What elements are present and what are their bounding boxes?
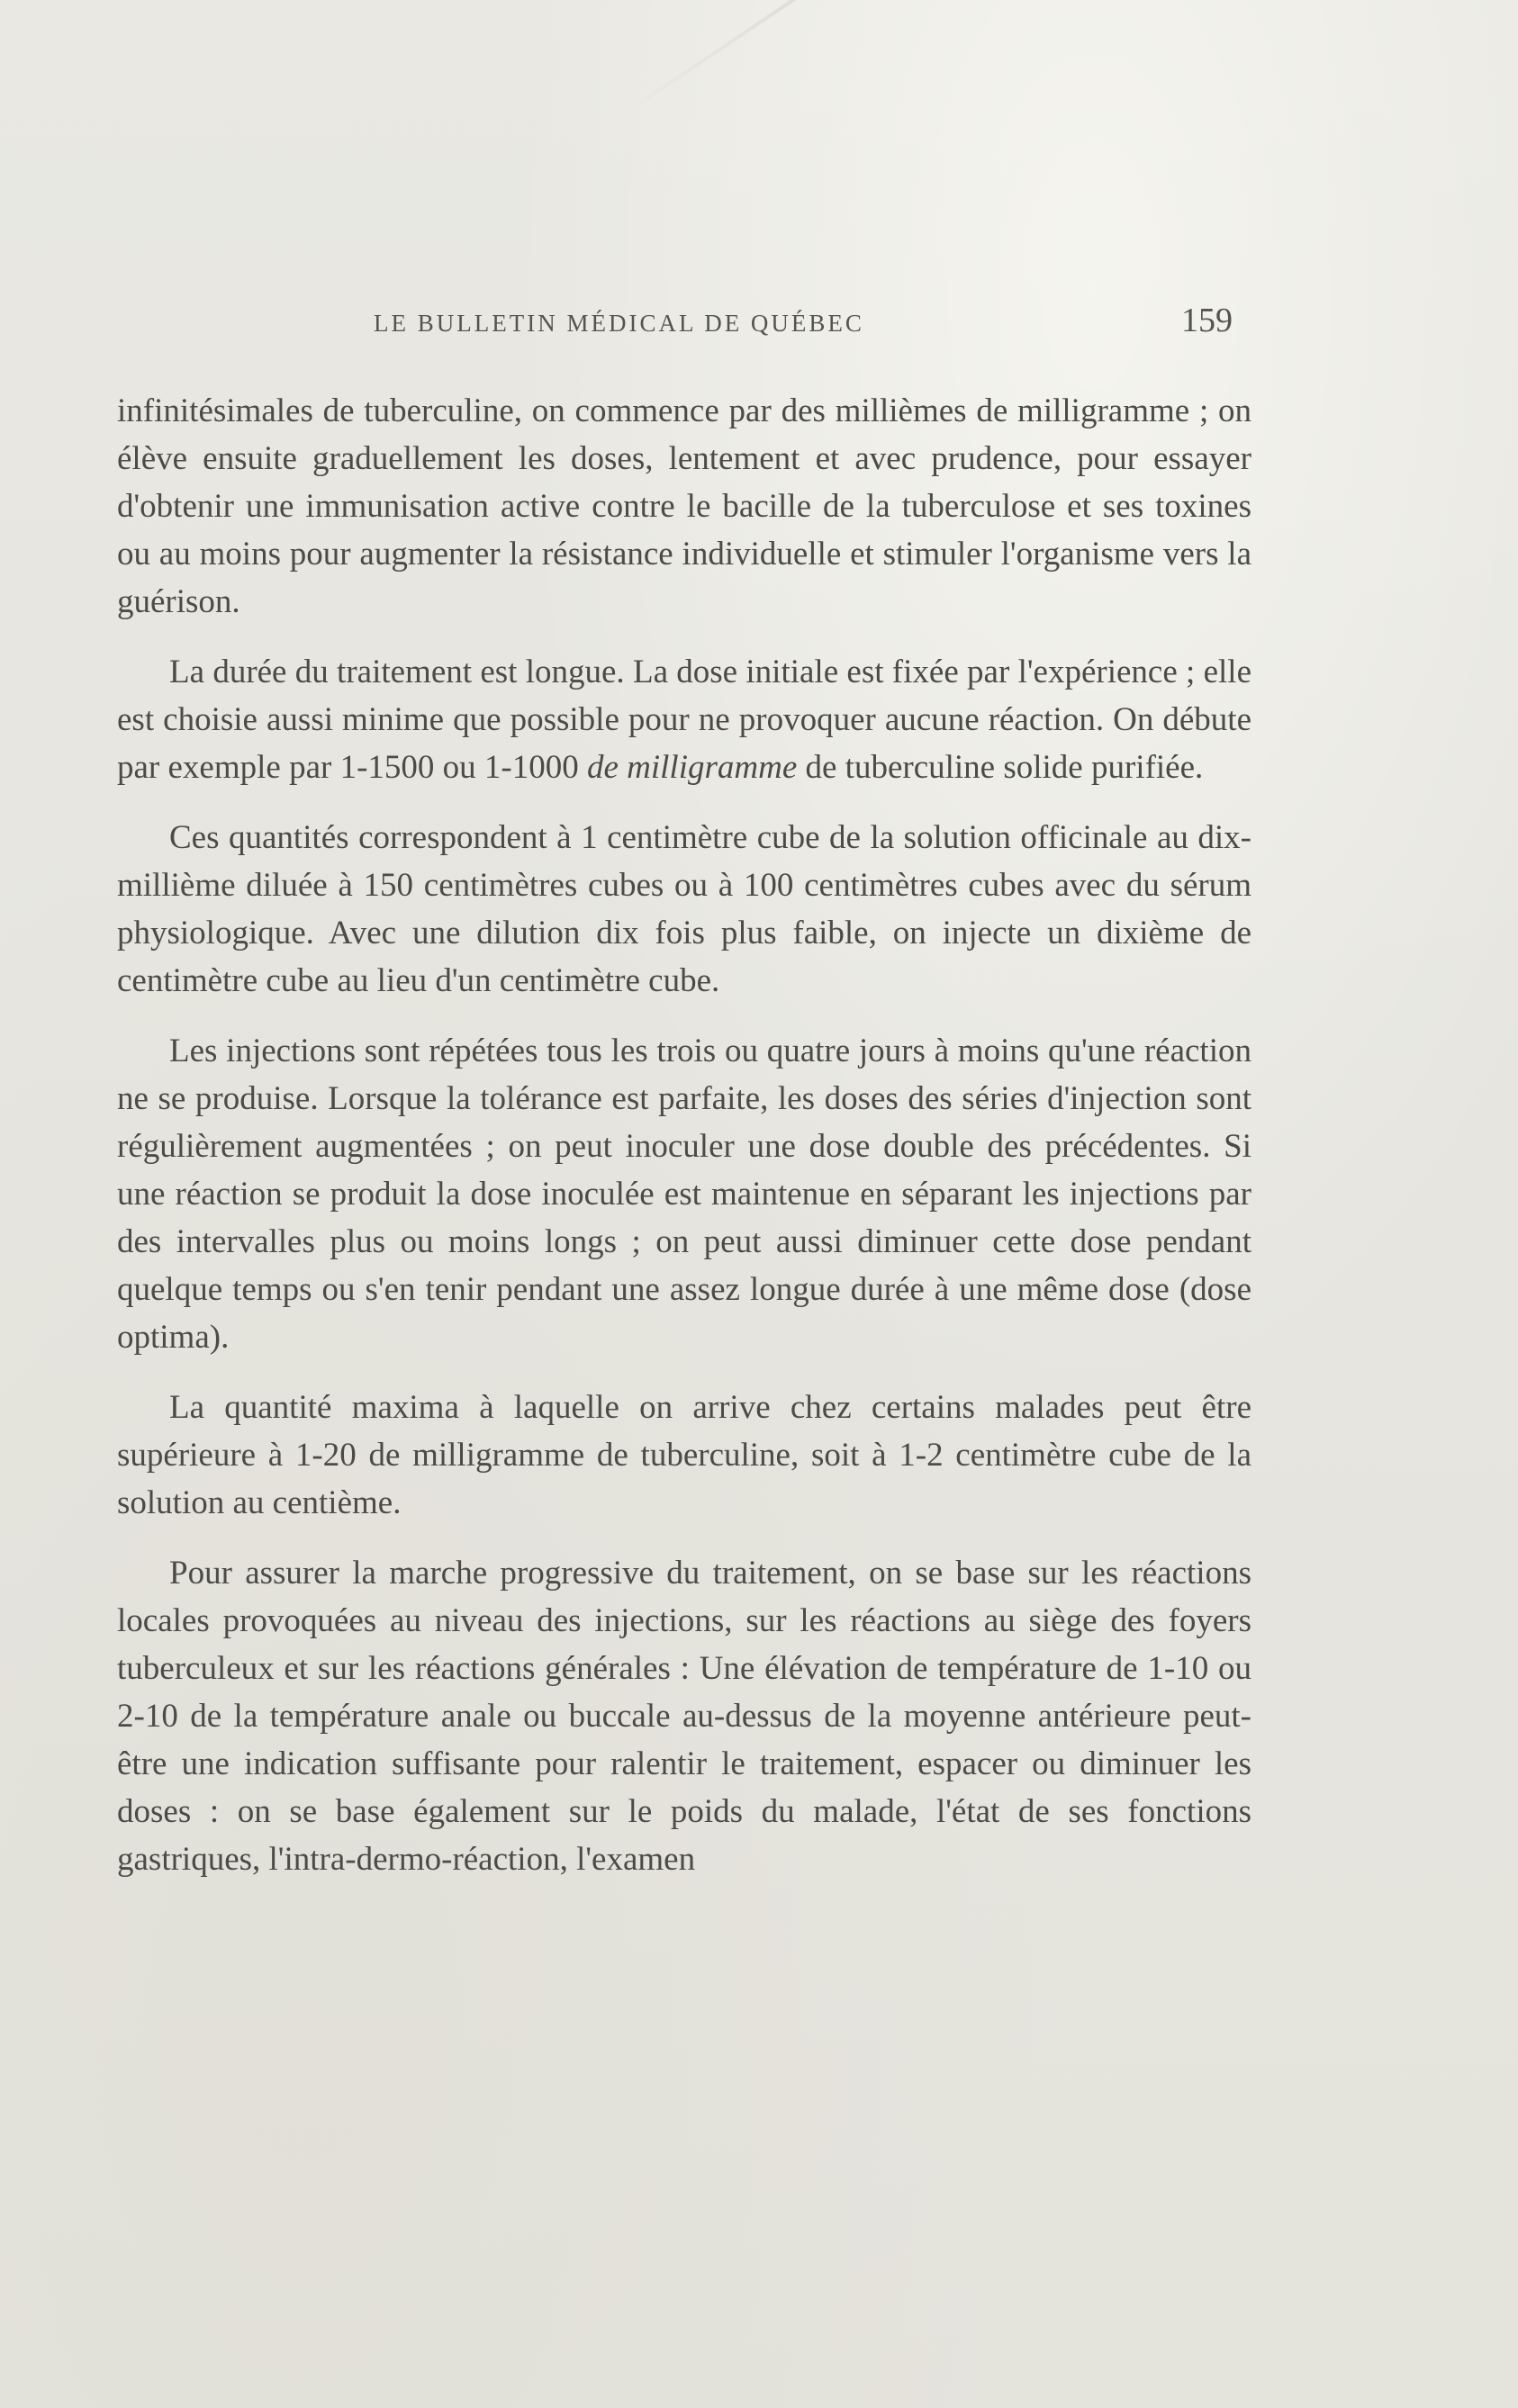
paragraph-3: Ces quantités correspondent à 1 centimètre cube de la solution officinale au dix-millième diluée à 150 centimètres cubes ou à 100 centimètres cubes avec du sérum physiologique. Avec une dilution dix fois plus faible, on injecte un dixième de centimètre cube au lieu d'un centimètre cube. xyxy=(117,819,1251,999)
paragraph-2 xyxy=(117,648,1251,791)
paper-fold-mark xyxy=(629,0,1019,112)
running-title: LE BULLETIN MÉDICAL DE QUÉBEC xyxy=(374,310,864,337)
paragraph-4: Les injections sont répétées tous les trois ou quatre jours à moins qu'une réaction ne se produise. Lorsque la tolérance est parfaite, les doses des séries d'injection sont régulièrement augmentées ; on peut inoculer une dose double des précédentes. Si une réaction se produit la dose inoculée est maintenue en séparant les injections par des intervalles plus ou moins longs ; on peut aussi diminuer cette dose pendant quelque temps ou s'en tenir pendant une assez longue durée à une même dose (dose optima). xyxy=(117,1033,1251,1356)
paragraph-2-italic: de milligramme xyxy=(586,749,798,786)
paragraph-2-text-b: de tuberculine solide purifiée. xyxy=(797,749,1204,786)
paragraph-5: La quantité maxima à laquelle on arrive chez certains malades peut être supérieure à 1-20 de milligramme de tuberculine, soit à 1-2 centimètre cube de la solution au centième. xyxy=(117,1389,1251,1521)
page-number: 159 xyxy=(1181,302,1233,339)
paragraph-1: infinitésimales de tuberculine, on commence par des millièmes de milligramme ; on élève ensuite graduellement les doses, lentement et avec prudence, pour essayer d'obtenir une immunisation active contre le bacille de la tuberculose et ses toxines ou au moins pour augmenter la résistance individuelle et stimuler l'organisme vers la guérison. xyxy=(117,392,1251,620)
paragraph-6: Pour assurer la marche progressive du traitement, on se base sur les réactions locales provoquées au niveau des injections, sur les réactions au siège des foyers tuberculeux et sur les réactions générales : Une élévation de température de 1-10 ou 2-10 de la température anale ou buccale au-dessus de la moyenne antérieure peut-être une indication suffisante pour ralentir le traitement, espacer ou diminuer les doses : on se base également sur le poids du malade, l'état de ses fonctions gastriques, l'intra-dermo-réaction, l'examen xyxy=(117,1555,1251,1878)
page-header xyxy=(0,302,1518,351)
paragraph-2-text-a: La durée du traitement est longue. La dose initiale est fixée par l'expérience ; elle est choisie aussi minime que possible pour ne provoquer aucune réaction. On débute par exemple par 1-1500 ou 1-1000 xyxy=(117,654,1251,786)
body-text xyxy=(117,387,1251,1906)
